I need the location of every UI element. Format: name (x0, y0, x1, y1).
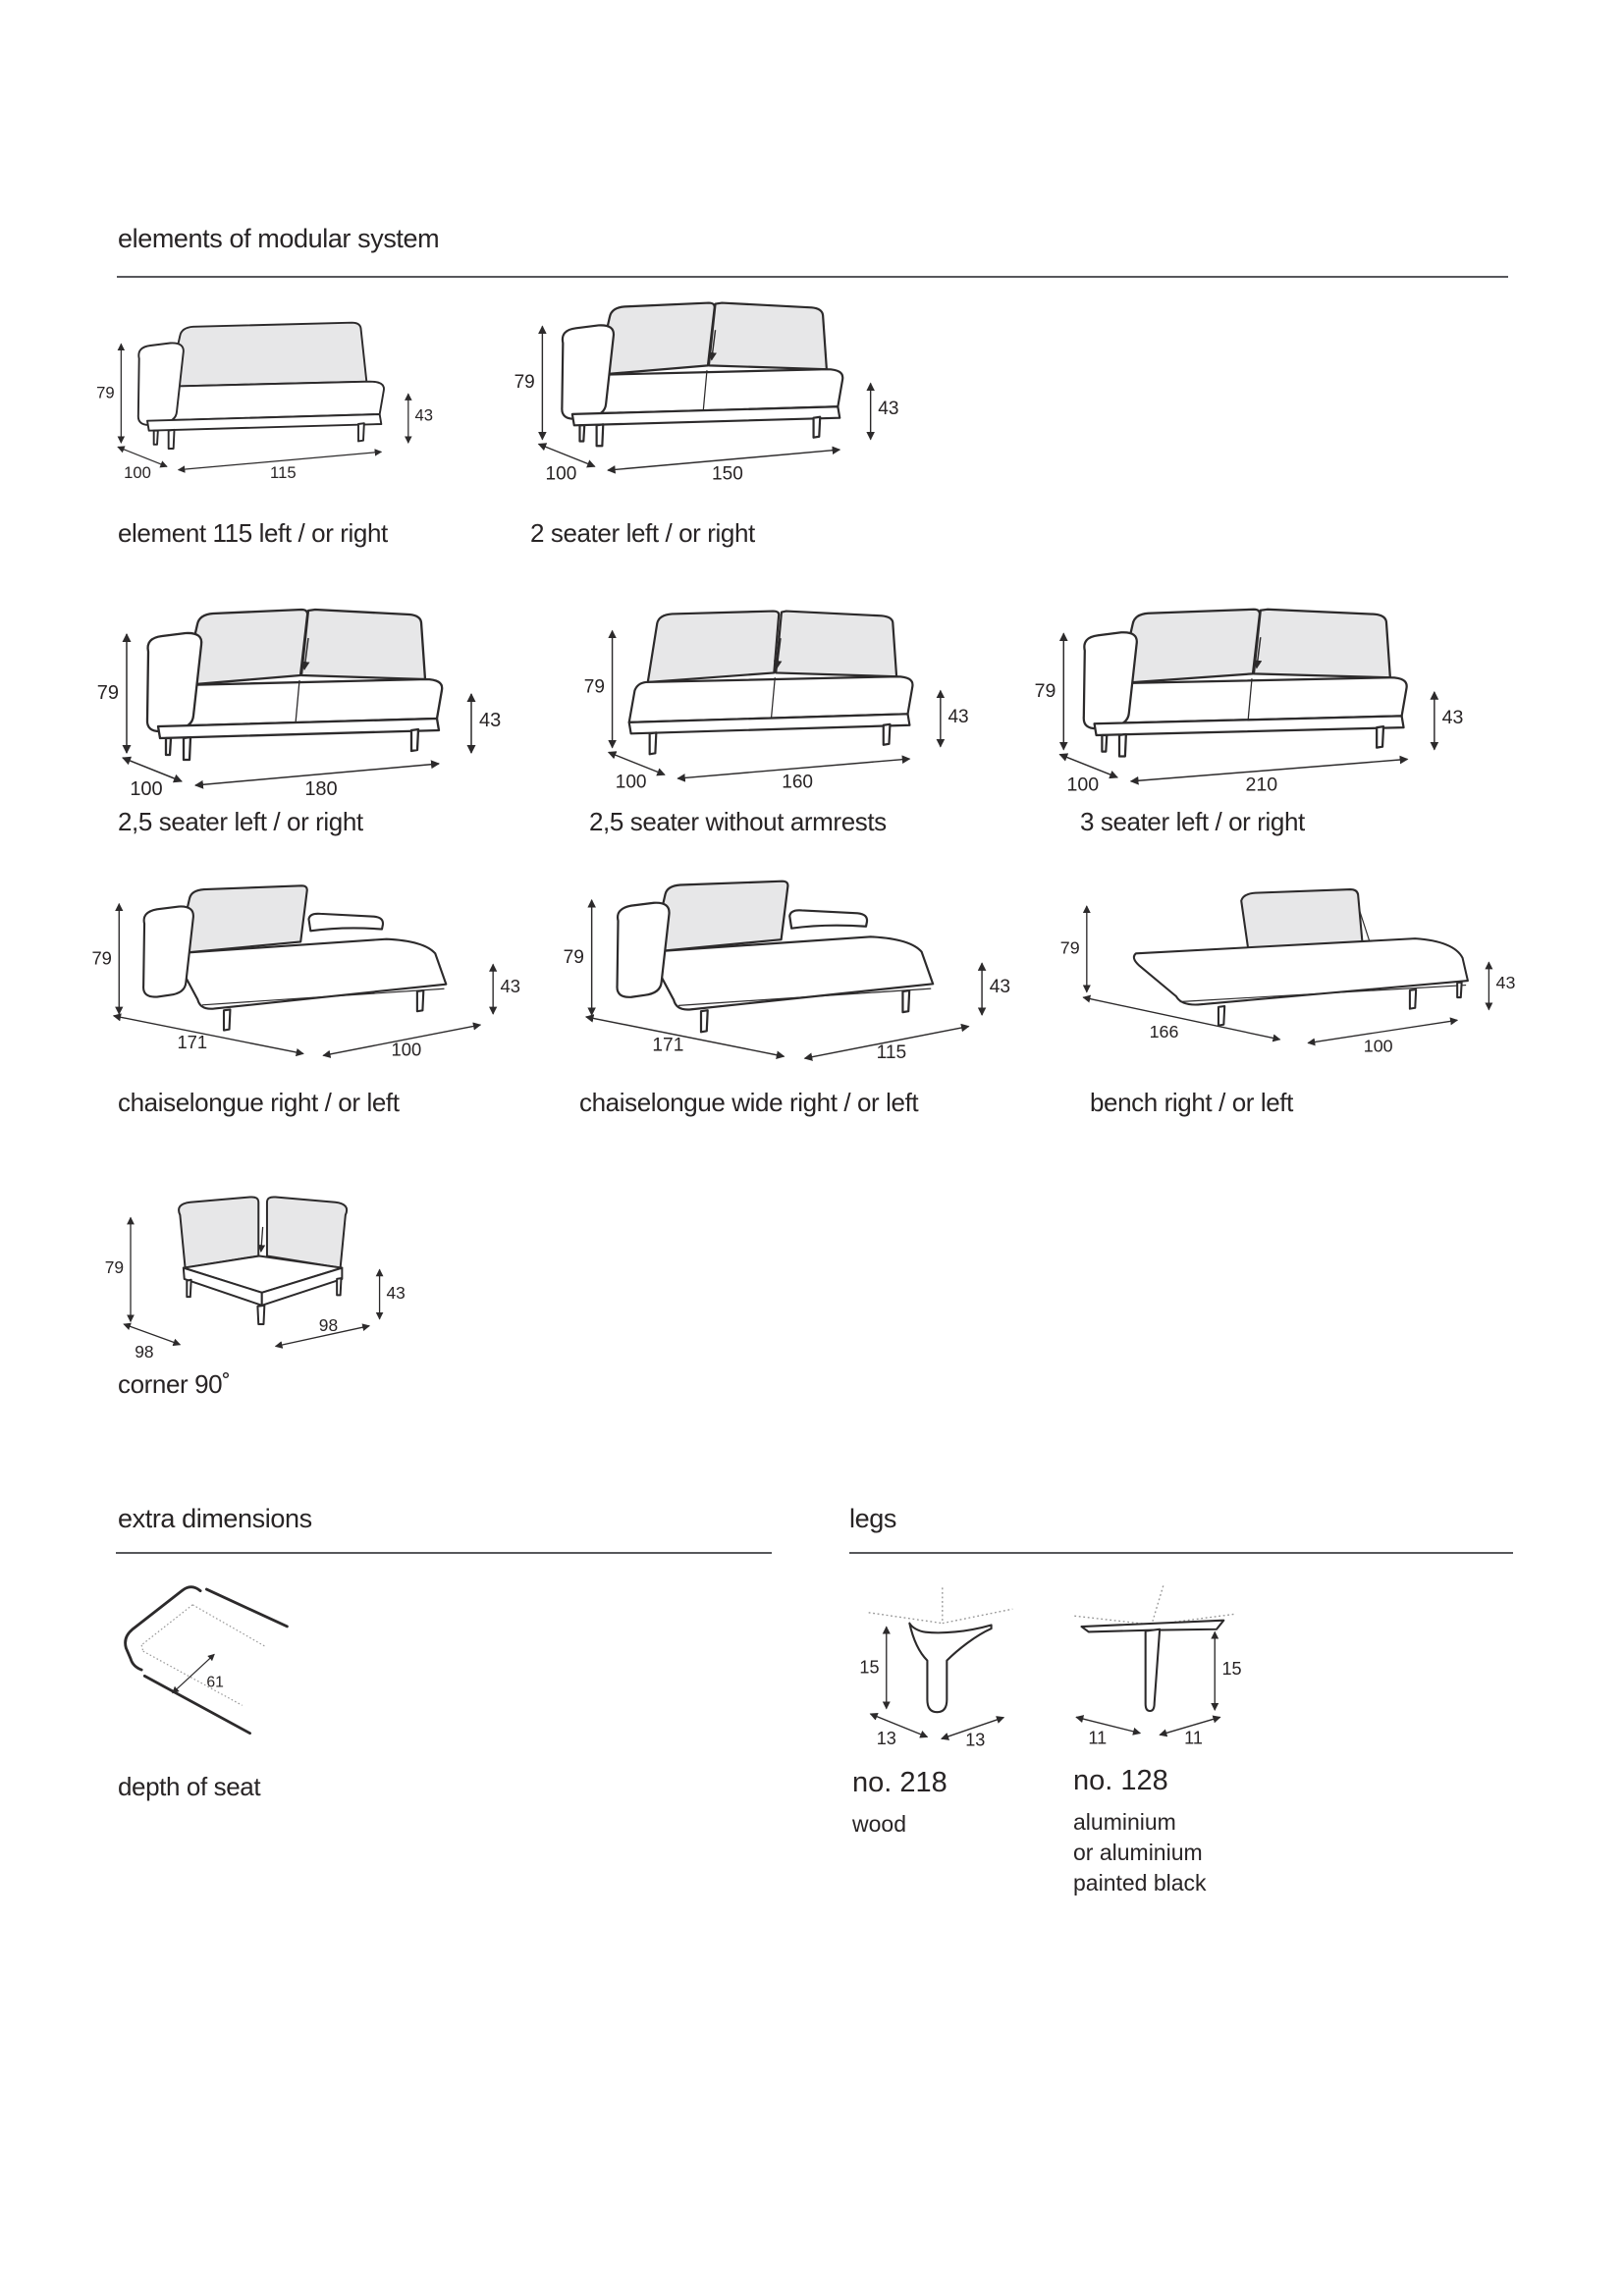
dim-leg-height: 15 (859, 1657, 880, 1678)
section-divider (116, 1552, 772, 1554)
section-title-legs: legs (849, 1504, 896, 1533)
dim-height: 79 (1059, 937, 1080, 958)
dim-leg-base-right: 11 (1184, 1728, 1203, 1748)
section-divider (117, 276, 1508, 278)
dim-height: 79 (514, 372, 535, 394)
extra-dimensions-caption: depth of seat (118, 1772, 261, 1801)
dim-seat-height: 43 (947, 706, 969, 727)
element-caption: element 115 left / or right (118, 518, 388, 548)
dim-depth: 100 (1066, 774, 1100, 796)
dim-depth-right: 98 (318, 1314, 339, 1335)
leg-material-line: wood (852, 1811, 906, 1837)
diagram-2-5-seater-armless (583, 603, 977, 793)
dim-depth: 100 (124, 462, 151, 482)
leg-name: no. 218 (852, 1767, 947, 1798)
dim-seat-height: 43 (414, 405, 434, 425)
diagram-2-5-seater (93, 601, 506, 800)
leg-material-line: aluminium (1073, 1809, 1176, 1835)
dim-height: 79 (104, 1256, 125, 1277)
element-caption: chaiselongue wide right / or left (579, 1088, 919, 1117)
diagram-element-115 (93, 316, 437, 480)
dim-width: 150 (712, 463, 743, 485)
dim-depth: 100 (545, 463, 577, 485)
dim-seat-height: 43 (1441, 707, 1464, 729)
element-caption: corner 90˚ (118, 1369, 231, 1399)
dim-leg-base-left: 11 (1088, 1728, 1108, 1748)
dim-leg-base-left: 13 (876, 1728, 896, 1748)
dim-seat-depth: 61 (206, 1674, 224, 1691)
section-title-extra-dimensions: extra dimensions (118, 1504, 312, 1533)
diagram-2-seater (511, 294, 903, 485)
dim-width: 160 (782, 772, 814, 793)
dim-width: 180 (304, 778, 338, 800)
element-caption: 3 seater left / or right (1080, 807, 1305, 836)
dim-width: 115 (270, 462, 297, 482)
leg-material-line: or aluminium (1073, 1840, 1203, 1865)
dim-height: 79 (96, 682, 119, 704)
dim-height: 79 (91, 947, 112, 969)
dim-depth: 100 (130, 778, 163, 800)
diagram-corner-90 (98, 1188, 422, 1366)
dim-length: 171 (652, 1035, 684, 1056)
dim-seat-height: 43 (500, 975, 520, 996)
dim-depth: 100 (615, 772, 647, 793)
section-divider (849, 1552, 1513, 1554)
dim-width: 100 (1363, 1036, 1393, 1056)
dim-height: 79 (583, 676, 605, 698)
diagram-leg-128 (1058, 1580, 1245, 1748)
section-title-modular-system: elements of modular system (118, 224, 440, 253)
leg-material (1073, 1807, 1207, 1898)
element-caption: 2 seater left / or right (530, 518, 755, 548)
element-caption: bench right / or left (1090, 1088, 1293, 1117)
diagram-bench (1060, 881, 1517, 1057)
dim-width: 100 (391, 1039, 422, 1060)
diagram-seat-depth (98, 1578, 299, 1748)
diagram-leg-218 (856, 1582, 1025, 1750)
element-caption: 2,5 seater left / or right (118, 807, 363, 836)
dim-seat-height: 43 (386, 1282, 406, 1303)
diagram-3-seater (1031, 601, 1473, 796)
diagram-chaiselongue-wide (560, 874, 1031, 1062)
dim-length: 166 (1149, 1022, 1179, 1042)
dim-seat-height: 43 (479, 710, 502, 731)
dim-length: 171 (177, 1031, 208, 1052)
dim-seat-height: 43 (878, 398, 899, 419)
dim-height: 79 (563, 947, 584, 969)
dim-width: 210 (1245, 774, 1278, 796)
leg-name: no. 128 (1073, 1765, 1168, 1796)
dim-leg-height: 15 (1221, 1658, 1242, 1679)
element-caption: chaiselongue right / or left (118, 1088, 400, 1117)
dim-leg-base-right: 13 (965, 1730, 986, 1750)
element-caption: 2,5 seater without armrests (589, 807, 887, 836)
dim-height: 79 (1034, 679, 1056, 702)
dim-height: 79 (96, 383, 115, 402)
dim-seat-height: 43 (989, 976, 1011, 997)
dim-depth-left: 98 (135, 1341, 154, 1362)
diagram-chaiselongue (88, 879, 540, 1059)
leg-material (852, 1809, 906, 1840)
dim-seat-height: 43 (1495, 973, 1516, 993)
dim-width: 115 (876, 1042, 907, 1064)
leg-material-line: painted black (1073, 1870, 1207, 1896)
